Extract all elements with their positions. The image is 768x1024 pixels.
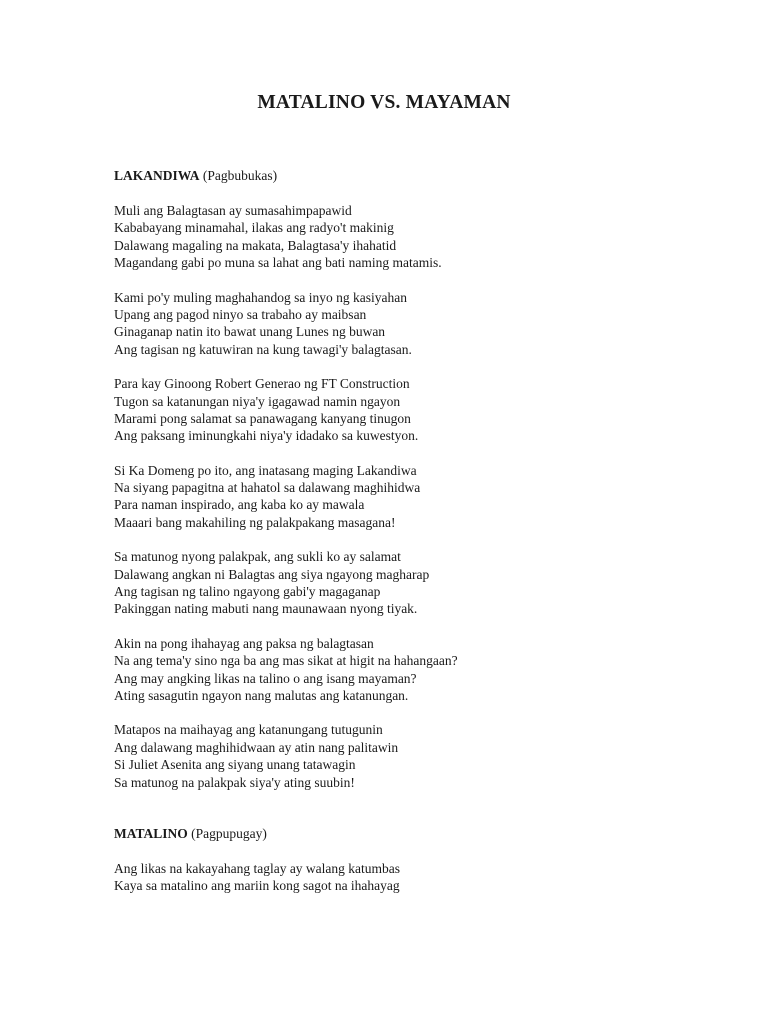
stanza xyxy=(114,721,734,791)
verse-line: Sa matunog nyong palakpak, ang sukli ko ay salamat xyxy=(114,549,401,565)
stanza-spacer xyxy=(114,618,734,635)
verse-line: Pakinggan nating mabuti nang maunawaan nyong tiyak. xyxy=(114,601,418,617)
section-spacer xyxy=(114,791,734,825)
verse-line: Tugon sa katanungan niya'y igagawad namin ngayon xyxy=(114,393,401,409)
verse-line: Para kay Ginoong Robert Generao ng FT Construction xyxy=(114,376,410,392)
stanza-spacer xyxy=(114,531,734,548)
verse-line: Magandang gabi po muna sa lahat ang bati naming matamis. xyxy=(114,255,442,271)
verse-line: Kababayang minamahal, ilakas ang radyo't makinig xyxy=(114,220,394,236)
verse-line: Na siyang papagitna at hahatol sa dalawang maghihidwa xyxy=(114,480,421,496)
stanza xyxy=(114,635,734,705)
verse-line: Dalawang angkan ni Balagtas ang siya ngayong magharap xyxy=(114,566,430,582)
verse-line: Ang paksang iminungkahi niya'y idadako sa kuwestyon. xyxy=(114,428,419,444)
section-heading xyxy=(114,167,734,185)
stanza xyxy=(114,202,734,272)
verse-line: Ang dalawang maghihidwaan ay atin nang palitawin xyxy=(114,739,399,755)
poem-content xyxy=(114,167,734,895)
stanza-spacer xyxy=(114,272,734,289)
verse-line: Marami pong salamat sa panawagang kanyang tinugon xyxy=(114,410,411,426)
speaker-name: LAKANDIWA xyxy=(114,168,200,183)
verse-line: Kaya sa matalino ang mariin kong sagot na ihahayag xyxy=(114,878,400,894)
stanza-spacer xyxy=(114,445,734,462)
verse-line: Ang tagisan ng katuwiran na kung tawagi'y balagtasan. xyxy=(114,341,412,357)
verse-line: Ang likas na kakayahang taglay ay walang katumbas xyxy=(114,860,401,876)
verse-line: Na ang tema'y sino nga ba ang mas sikat at higit na hahangaan? xyxy=(114,653,458,669)
verse-line: Akin na pong ihahayag ang paksa ng balagtasan xyxy=(114,635,374,651)
heading-spacer xyxy=(114,185,734,202)
verse-line: Sa matunog na palakpak siya'y ating suubin! xyxy=(114,774,355,790)
speaker-note: (Pagpupugay) xyxy=(191,825,267,841)
verse-line: Upang ang pagod ninyo sa trabaho ay maibsan xyxy=(114,306,367,322)
stanza xyxy=(114,289,734,359)
stanza xyxy=(114,375,734,445)
speaker-note: (Pagbubukas) xyxy=(202,168,278,183)
verse-line: Ang tagisan ng talino ngayong gabi'y magaganap xyxy=(114,584,381,600)
verse-line: Para naman inspirado, ang kaba ko ay mawala xyxy=(114,497,365,513)
verse-line: Ang may angking likas na talino o ang isang mayaman? xyxy=(114,670,417,686)
verse-line: Maaari bang makahiling ng palakpakang masagana! xyxy=(114,514,396,530)
stanza xyxy=(114,462,734,532)
section-heading xyxy=(114,825,734,843)
stanza xyxy=(114,548,734,618)
verse-line: Matapos na maihayag ang katanungang tutugunin xyxy=(114,722,383,738)
verse-line: Ating sasagutin ngayon nang malutas ang katanungan. xyxy=(114,687,409,703)
verse-line: Si Ka Domeng po ito, ang inatasang maging Lakandiwa xyxy=(114,462,417,478)
stanza-spacer xyxy=(114,358,734,375)
stanza-spacer xyxy=(114,704,734,721)
speaker-name: MATALINO xyxy=(114,825,188,841)
verse-line: Muli ang Balagtasan ay sumasahimpapawid xyxy=(114,203,352,218)
verse-line: Ginaganap natin ito bawat unang Lunes ng buwan xyxy=(114,324,386,340)
stanza xyxy=(114,860,734,895)
page-title: MATALINO VS. MAYAMAN xyxy=(257,92,511,113)
verse-line: Si Juliet Asenita ang siyang unang tatawagin xyxy=(114,757,356,773)
verse-line: Kami po'y muling maghahandog sa inyo ng kasiyahan xyxy=(114,289,408,305)
verse-line: Dalawang magaling na makata, Balagtasa'y ihahatid xyxy=(114,237,397,253)
heading-spacer xyxy=(114,843,734,860)
